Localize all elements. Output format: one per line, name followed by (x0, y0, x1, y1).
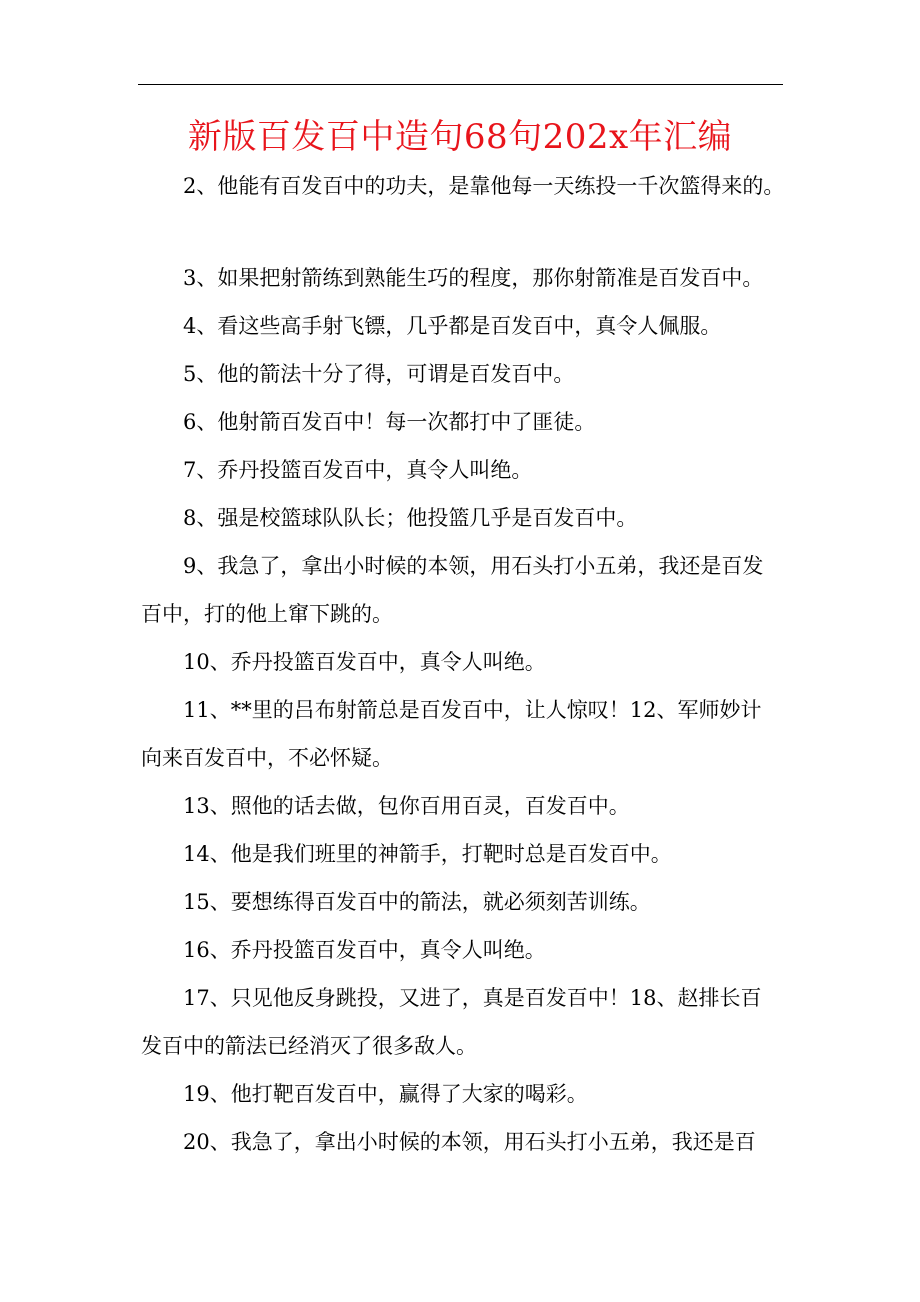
sentence-item: 13、照他的话去做，包你百用百灵，百发百中。 (183, 794, 630, 818)
sentence-item: 5、他的箭法十分了得，可谓是百发百中。 (183, 362, 575, 386)
sentence-item: 16、乔丹投篮百发百中，真令人叫绝。 (183, 938, 546, 962)
sentence-item: 9、我急了，拿出小时候的本领，用石头打小五弟，我还是百发百中，打的他上窜下跳的。 (141, 554, 764, 626)
sentence-item: 8、强是校篮球队队长；他投篮几乎是百发百中。 (183, 506, 638, 530)
sentence-item: 10、乔丹投篮百发百中，真令人叫绝。 (183, 650, 546, 674)
sentence-item: 11、**里的吕布射箭总是百发百中，让人惊叹！12、军师妙计向来百发百中，不必怀疑。 (141, 698, 762, 770)
sentence-item: 3、如果把射箭练到熟能生巧的程度，那你射箭准是百发百中。 (183, 266, 764, 290)
sentence-item: 20、我急了，拿出小时候的本领，用石头打小五弟，我还是百 (183, 1130, 756, 1154)
sentence-item: 15、要想练得百发百中的箭法，就必须刻苦训练。 (183, 890, 651, 914)
header-rule (138, 84, 783, 85)
sentence-item: 2、他能有百发百中的功夫，是靠他每一天练投一千次篮得来的。 (183, 174, 785, 198)
sentence-item: 6、他射箭百发百中！每一次都打中了匪徒。 (183, 410, 596, 434)
sentence-item: 19、他打靶百发百中，赢得了大家的喝彩。 (183, 1082, 588, 1106)
document-body (141, 162, 785, 1166)
document-title: 新版百发百中造句68句202x年汇编 (187, 117, 733, 157)
sentence-item: 17、只见他反身跳投，又进了，真是百发百中！18、赵排长百发百中的箭法已经消灭了很多敌人。 (141, 986, 762, 1058)
sentence-item: 7、乔丹投篮百发百中，真令人叫绝。 (183, 458, 533, 482)
sentence-item: 4、看这些高手射飞镖，几乎都是百发百中，真令人佩服。 (183, 314, 722, 338)
sentence-item: 14、他是我们班里的神箭手，打靶时总是百发百中。 (183, 842, 672, 866)
